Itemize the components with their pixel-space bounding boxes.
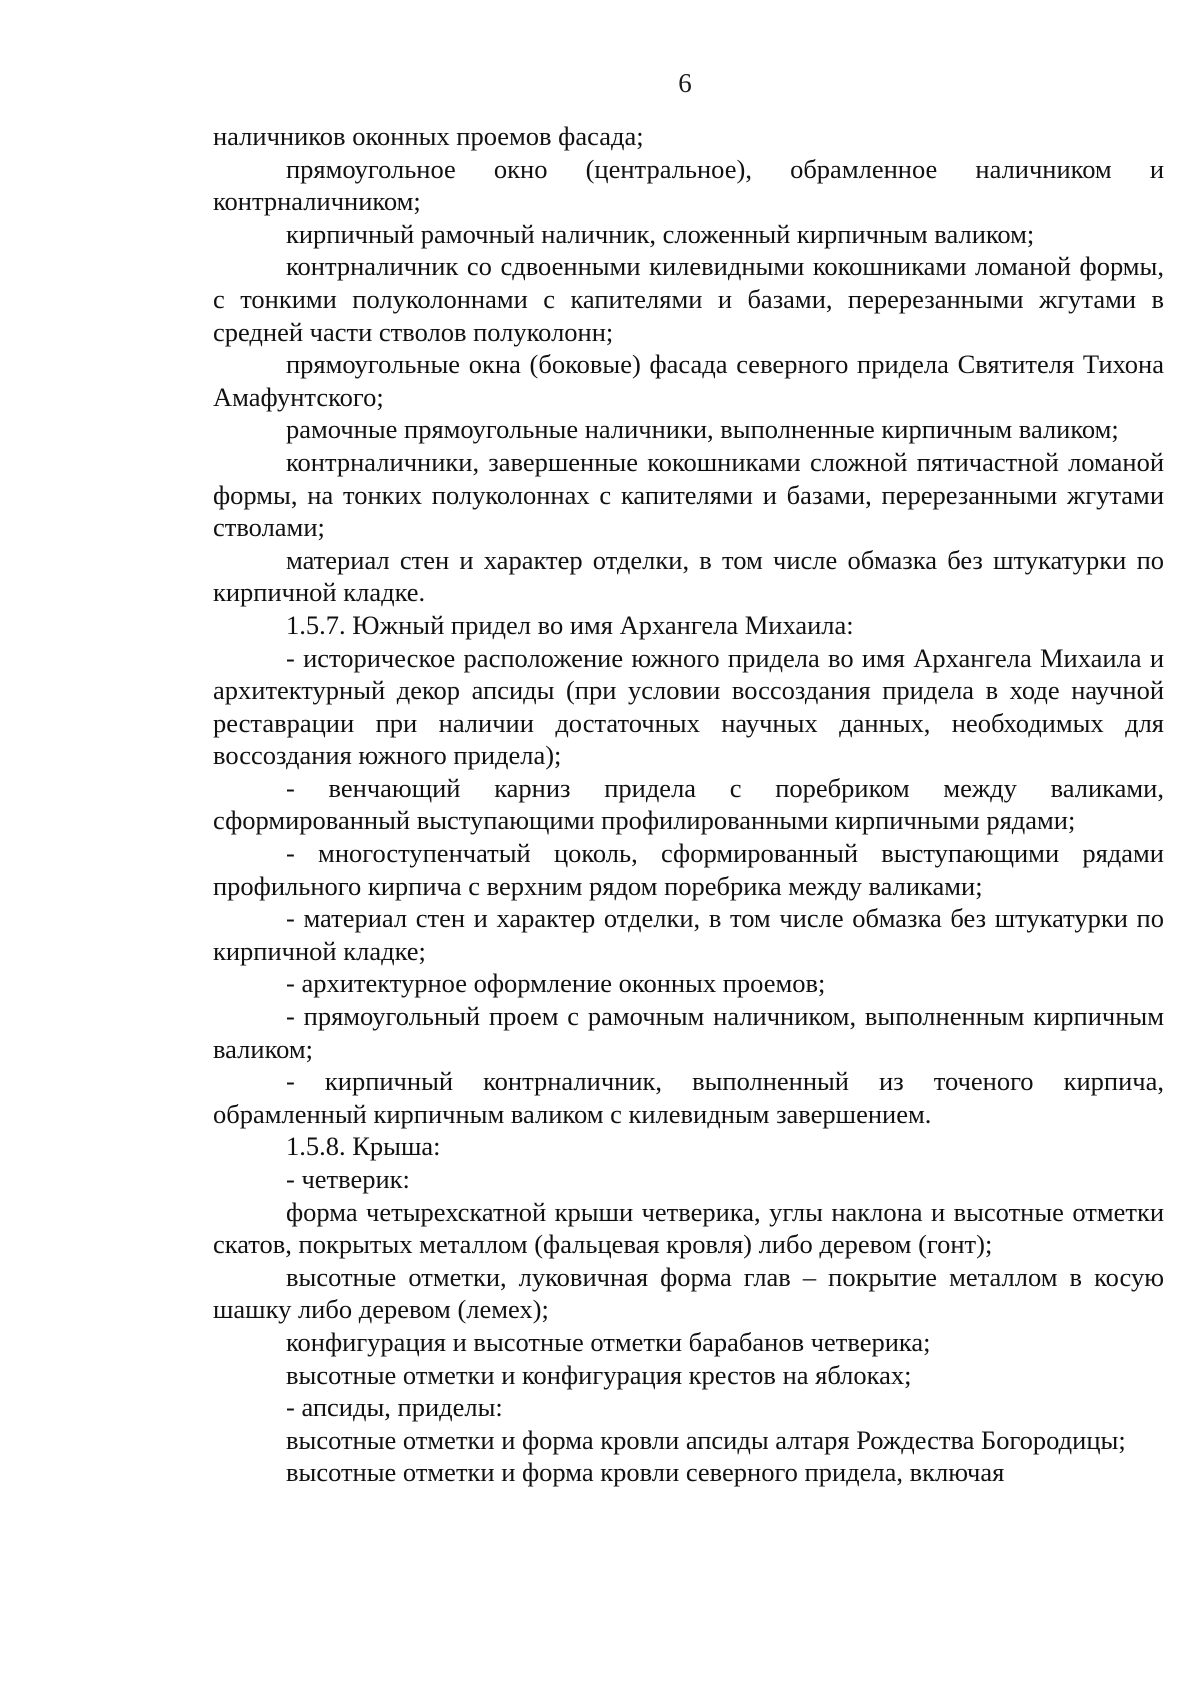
paragraph-5: прямоугольные окна (боковые) фасада северного придела Святителя Тихона Амафунтского; (213, 349, 1164, 412)
section-heading-1-5-7: 1.5.7. Южный придел во имя Архангела Михаила: (286, 609, 854, 640)
paragraph-18: - четверик: (286, 1164, 410, 1194)
paragraph-12: - многоступенчатый цоколь, сформированный выступающими рядами профильного кирпича с верхним рядом поребрика между валиками; (213, 838, 1164, 901)
paragraph-4: контрналичник со сдвоенными килевидными кокошниками ломаной формы, с тонкими полуколоннами с капителями и базами, перерезанными жгутами в средней части стволов полуколонн; (213, 251, 1164, 347)
paragraph-25: высотные отметки и форма кровли северного придела, включая (286, 1457, 1005, 1488)
paragraph-20: высотные отметки, луковичная форма глав – покрытие металлом в косую шашку либо деревом (лемех); (213, 1261, 1164, 1325)
paragraph-23: - апсиды, приделы: (286, 1392, 503, 1423)
paragraph-10: - историческое расположение южного придела во имя Архангела Михаила и архитектурный декор апсиды (при условии воссоздания придела в ходе научной реставрации при наличии достаточных научных данных, необходимых для воссоздания южного придела); (213, 642, 1164, 771)
paragraph-6: рамочные прямоугольные наличники, выполненные кирпичным валиком; (286, 414, 1119, 445)
paragraph-24: высотные отметки и форма кровли апсиды алтаря Рождества Богородицы; (286, 1424, 1126, 1455)
paragraph-2: прямоугольное окно (центральное), обрамленное наличником и контрналичником; (213, 153, 1164, 217)
paragraph-15: - прямоугольный проем с рамочным наличником, выполненным кирпичным валиком; (213, 1001, 1164, 1064)
section-heading-1-5-8: 1.5.8. Крыша: (286, 1131, 441, 1162)
paragraph-1: наличников оконных проемов фасада; (213, 121, 644, 151)
paragraph-22: высотные отметки и конфигурация крестов на яблоках; (286, 1359, 912, 1390)
paragraph-13: - материал стен и характер отделки, в том числе обмазка без штукатурки по кирпичной кладке; (213, 903, 1164, 966)
paragraph-8: материал стен и характер отделки, в том числе обмазка без штукатурки по кирпичной кладке. (213, 544, 1164, 608)
paragraph-21: конфигурация и высотные отметки барабанов четверика; (286, 1326, 931, 1357)
paragraph-3: кирпичный рамочный наличник, сложенный кирпичным валиком; (286, 218, 1035, 249)
document-body (213, 120, 1164, 1489)
paragraph-14: - архитектурное оформление оконных проемов; (286, 968, 826, 999)
paragraph-7: контрналичники, завершенные кокошниками сложной пятичастной ломаной формы, на тонких полуколоннах с капителями и базами, перерезанными жгутами стволами; (213, 446, 1164, 543)
paragraph-11: - венчающий карниз придела с поребриком между валиками, сформированный выступающими профилированными кирпичными рядами; (213, 772, 1164, 836)
page-number: 6 (678, 68, 692, 98)
paragraph-16: - кирпичный контрналичник, выполненный из точеного кирпича, обрамленный кирпичным валиком с килевидным завершением. (213, 1066, 1164, 1129)
paragraph-19: форма четырехскатной крыши четверика, углы наклона и высотные отметки скатов, покрытых металлом (фальцевая кровля) либо деревом (гонт); (213, 1196, 1164, 1260)
